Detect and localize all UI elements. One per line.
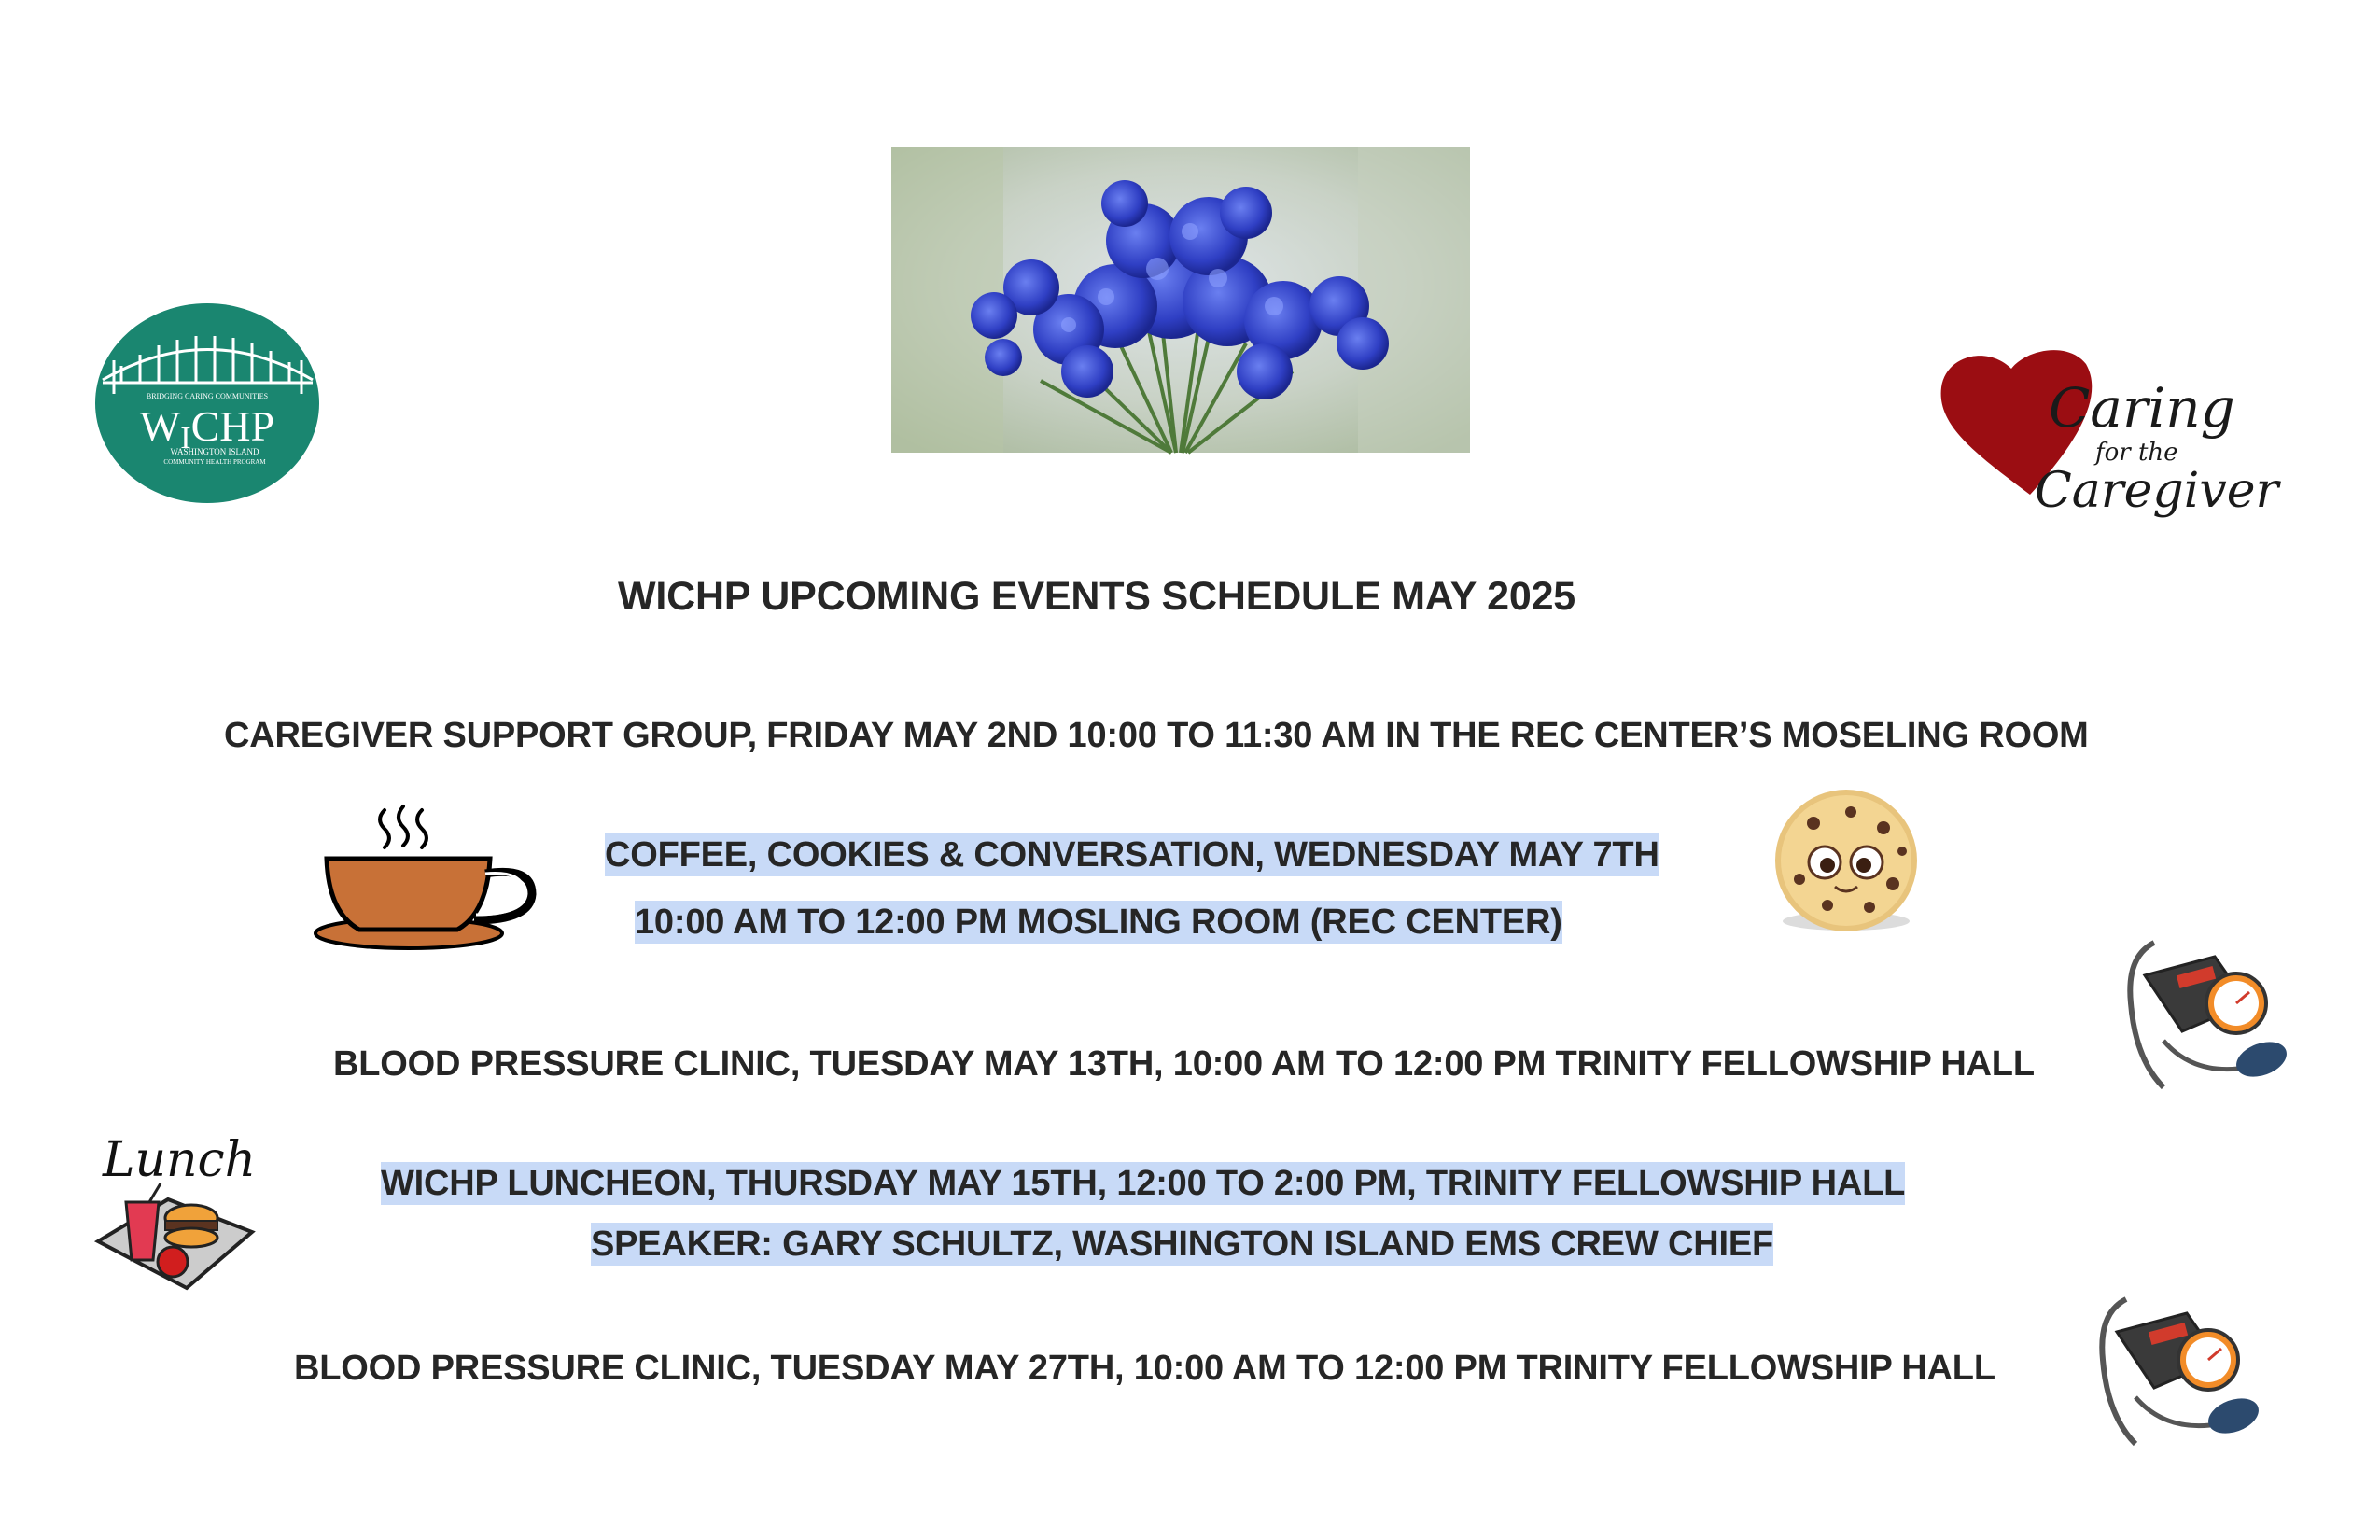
cookie-icon	[1771, 795, 1925, 933]
blood-pressure-cuff-icon	[2098, 1295, 2261, 1453]
lunch-label: Lunch	[103, 1132, 257, 1188]
event-luncheon-line1: WICHP LUNCHEON, THURSDAY MAY 15TH, 12:00 TO 2:00 PM, TRINITY FELLOWSHIP HALL	[381, 1164, 1906, 1203]
event-luncheon-line2: SPEAKER: GARY SCHULTZ, WASHINGTON ISLAND EMS CREW CHIEF	[591, 1225, 1773, 1264]
lunch-tray-icon	[93, 1120, 266, 1293]
flower-photo	[891, 147, 1470, 453]
event-coffee-line2: 10:00 AM TO 12:00 PM MOSLING ROOM (REC CENTER)	[635, 903, 1562, 942]
caring-for-caregiver-logo	[1937, 341, 2279, 555]
caregiver-logo-line1: Caring	[2049, 376, 2235, 440]
caregiver-logo-line2: for the	[2095, 439, 2178, 467]
blood-pressure-cuff-icon	[2126, 938, 2289, 1097]
coffee-cup-icon	[308, 801, 541, 955]
event-bp-clinic-1: BLOOD PRESSURE CLINIC, TUESDAY MAY 13TH, 10:00 AM TO 12:00 PM TRINITY FELLOWSHIP HALL	[333, 1044, 2035, 1084]
event-bp-clinic-2: BLOOD PRESSURE CLINIC, TUESDAY MAY 27TH, 10:00 AM TO 12:00 PM TRINITY FELLOWSHIP HALL	[294, 1349, 1995, 1388]
wichp-tagline: BRIDGING CARING COMMUNITIES	[146, 392, 269, 400]
wichp-subtitle-1: WASHINGTON ISLAND	[170, 447, 259, 456]
wichp-wordmark: WICHP	[139, 402, 275, 455]
wichp-subtitle-2: COMMUNITY HEALTH PROGRAM	[163, 458, 266, 466]
page-title: WICHP UPCOMING EVENTS SCHEDULE MAY 2025	[618, 574, 1576, 619]
caregiver-logo-line3: Caregiver	[2035, 463, 2279, 519]
event-caregiver-support: CAREGIVER SUPPORT GROUP, FRIDAY MAY 2ND 10:00 TO 11:30 AM IN THE REC CENTER’S MOSELING ROOM	[224, 716, 2089, 755]
wichp-logo	[93, 301, 322, 506]
event-coffee-line1: COFFEE, COOKIES & CONVERSATION, WEDNESDAY MAY 7TH	[605, 835, 1659, 875]
